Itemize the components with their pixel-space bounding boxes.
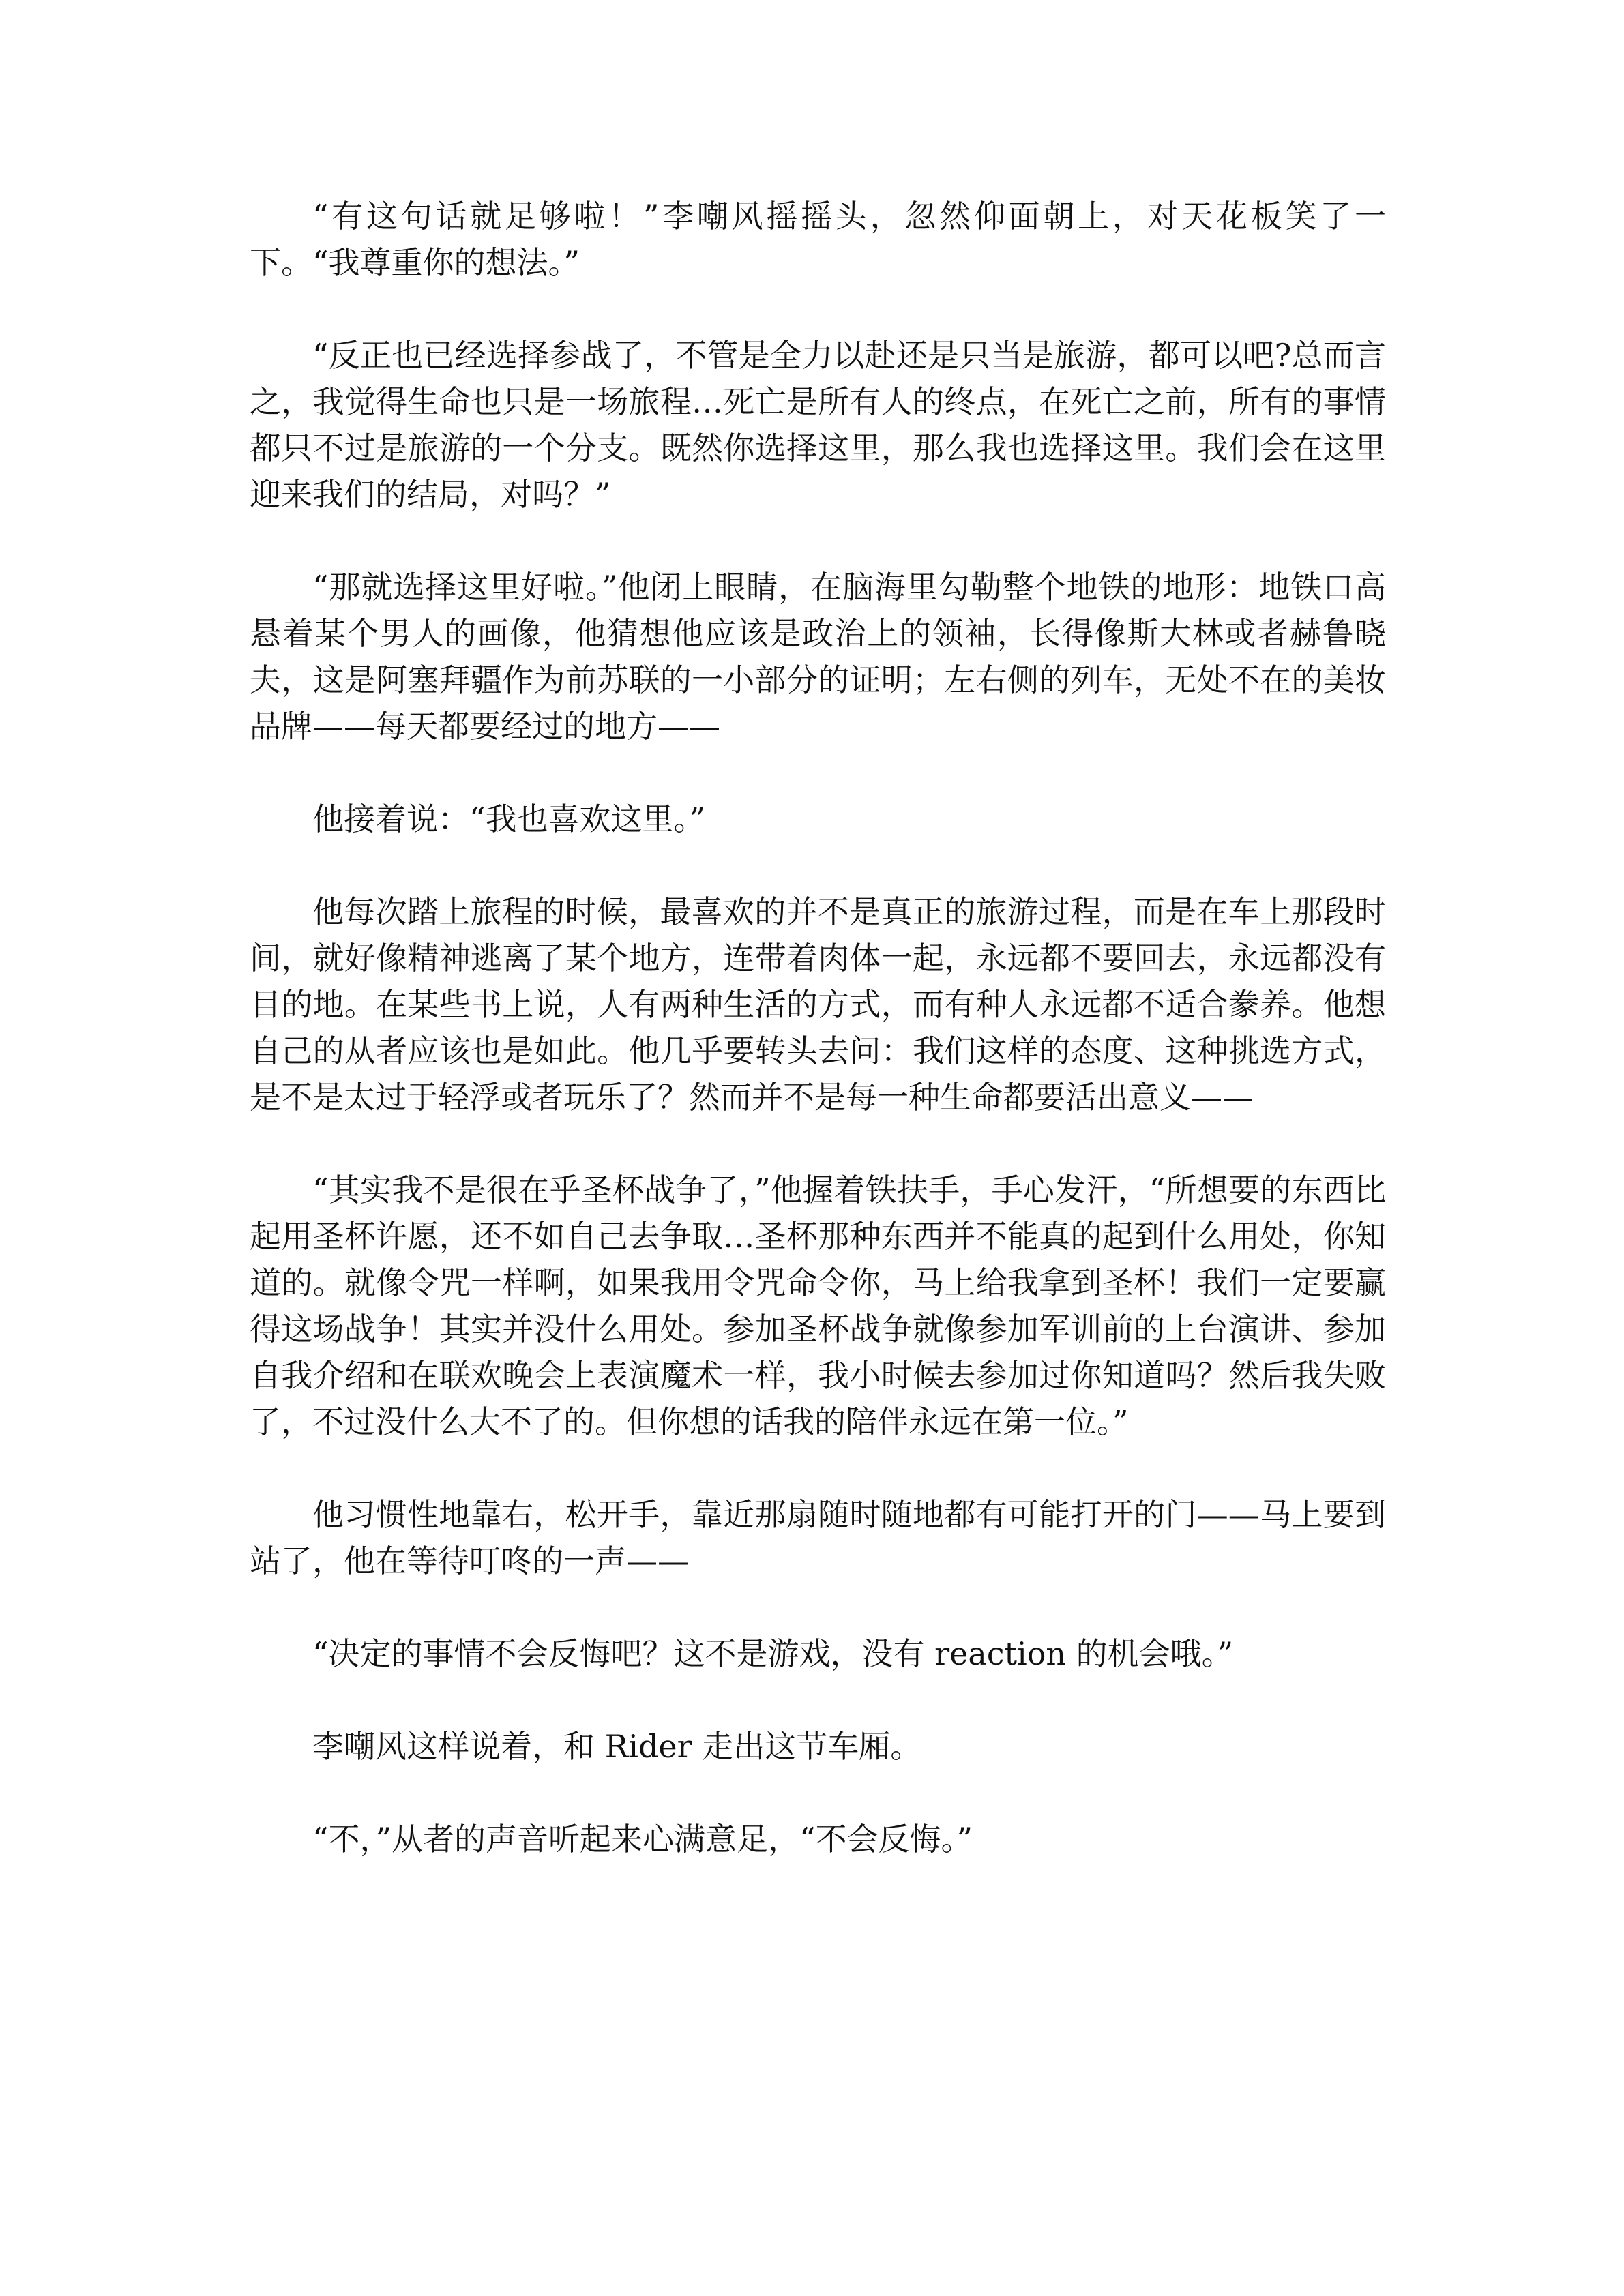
paragraph-3: “那就选择这里好啦。”他闭上眼睛，在脑海里勾勒整个地铁的地形：地铁口高悬着某个男人的画像，他猜想他应该是政治上的领袖，长得像斯大林或者赫鲁晓夫，这是阿塞拜疆作为前苏联的一小部分的证明；左右侧的列车，无处不在的美妆品牌——每天都要经过的地方—— (250, 569, 1386, 745)
paragraph-2: “反正也已经选择参战了，不管是全力以赴还是只当是旅游，都可以吧?总而言之，我觉得生命也只是一场旅程…死亡是所有人的终点，在死亡之前，所有的事情都只不过是旅游的一个分支。既然你选择这里，那么我也选择这里。我们会在这里迎来我们的结局，对吗？” (250, 337, 1386, 513)
paragraph-6: “其实我不是很在乎圣杯战争了，”他握着铁扶手，手心发汗，“所想要的东西比起用圣杯许愿，还不如自己去争取…圣杯那种东西并不能真的起到什么用处，你知道的。就像令咒一样啊，如果我用令咒命令你，马上给我拿到圣杯！我们一定要赢得这场战争！其实并没什么用处。参加圣杯战争就像参加军训前的上台演讲、参加自我介绍和在联欢晚会上表演魔术一样，我小时候去参加过你知道吗？然后我失败了，不过没什么大不了的。但你想的话我的陪伴永远在第一位。” (250, 1172, 1386, 1440)
paragraph-4: 他接着说：“我也喜欢这里。” (312, 801, 706, 837)
paragraph-7: 他习惯性地靠右，松开手，靠近那扇随时随地都有可能打开的门——马上要到站了，他在等待叮咚的一声—— (250, 1496, 1386, 1579)
document-body (250, 193, 1386, 1862)
paragraph-5: 他每次踏上旅程的时候，最喜欢的并不是真正的旅游过程，而是在车上那段时间，就好像精神逃离了某个地方，连带着肉体一起，永远都不要回去，永远都没有目的地。在某些书上说，人有两种生活的方式，而有种人永远都不适合豢养。他想自己的从者应该也是如此。他几乎要转头去问：我们这样的态度、这种挑选方式，是不是太过于轻浮或者玩乐了？然而并不是每一种生命都要活出意义—— (250, 893, 1386, 1116)
paragraph-8: “决定的事情不会反悔吧？这不是游戏，没有 reaction 的机会哦。” (312, 1635, 1234, 1672)
paragraph-9: 李嘲风这样说着，和 Rider 走出这节车厢。 (312, 1728, 922, 1765)
paragraph-10: “不，”从者的声音听起来心满意足，“不会反悔。” (312, 1821, 973, 1858)
paragraph-1: “有这句话就足够啦！”李嘲风摇摇头，忽然仰面朝上，对天花板笑了一下。“我尊重你的想法。” (250, 198, 1386, 281)
